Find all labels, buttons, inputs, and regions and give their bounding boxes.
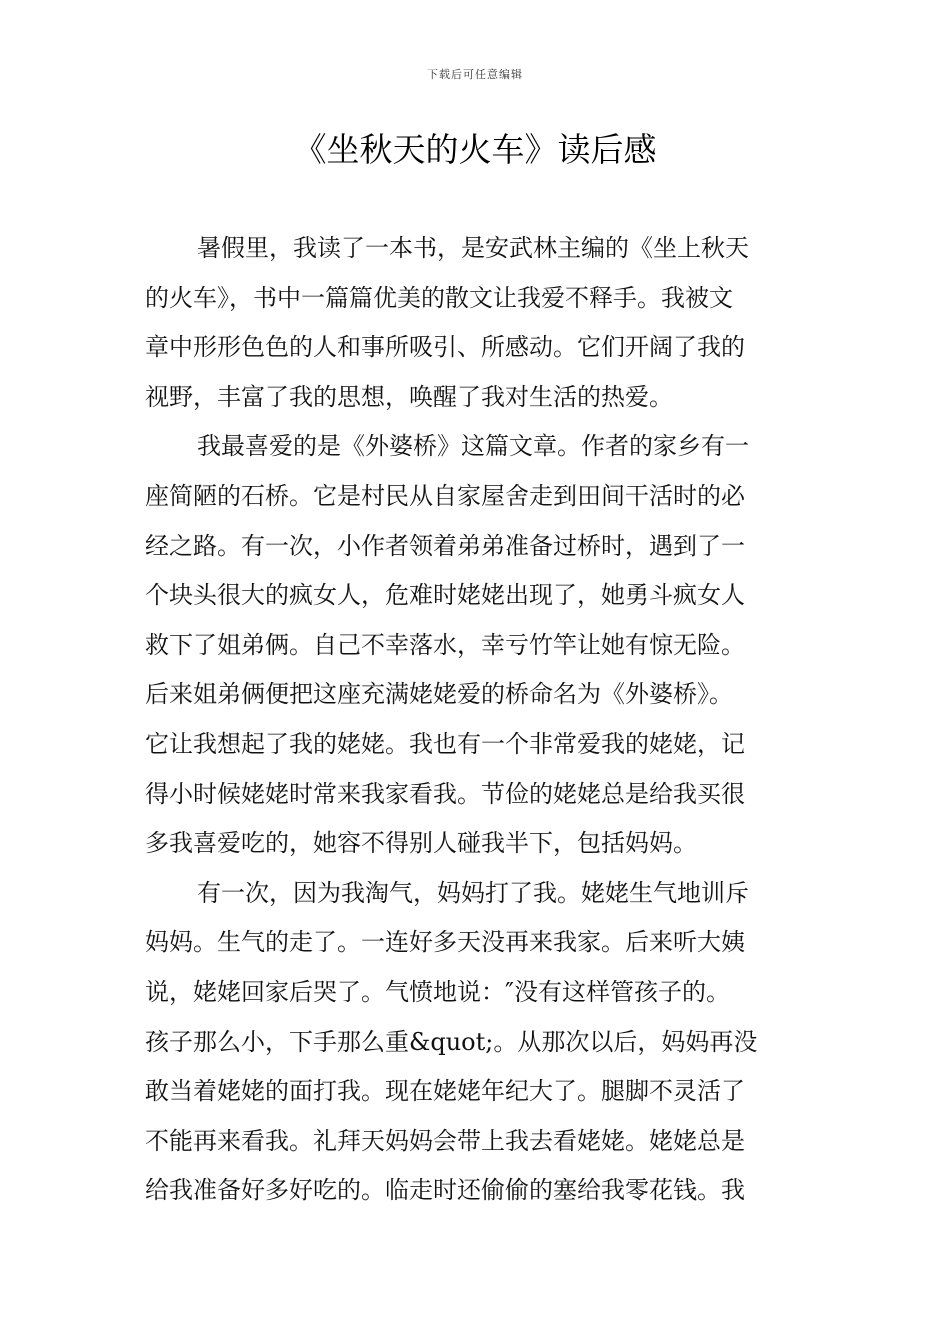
- paragraph-line: 我最喜爱的是《外婆桥》这篇文章。作者的家乡有一: [197, 432, 749, 461]
- document-title: 《坐秋天的火车》读后感: [293, 130, 657, 169]
- paragraph-line: 得小时候姥姥时常来我家看我。节俭的姥姥总是给我买很: [145, 779, 745, 808]
- paragraph-line: 它让我想起了我的姥姥。我也有一个非常爱我的姥姥，记: [145, 729, 745, 758]
- header-note: 下载后可任意编辑: [427, 68, 523, 81]
- paragraph-line: 敢当着姥姥的面打我。现在姥姥年纪大了。腿脚不灵活了: [145, 1077, 745, 1106]
- paragraph-line: 座简陋的石桥。它是村民从自家屋舍走到田间干活时的必: [145, 481, 745, 510]
- paragraph-line: 的火车》，书中一篇篇优美的散文让我爱不释手。我被文: [145, 283, 733, 312]
- paragraph-line: 有一次，因为我淘气，妈妈打了我。姥姥生气地训斥: [197, 878, 749, 907]
- paragraph-line: 后来姐弟俩便把这座充满姥姥爱的桥命名为《外婆桥》。: [145, 680, 733, 709]
- paragraph-line: 多我喜爱吃的，她容不得别人碰我半下，包括妈妈。: [145, 829, 697, 858]
- paragraph-line: 个块头很大的疯女人，危难时姥姥出现了，她勇斗疯女人: [145, 581, 745, 610]
- paragraph-line: 说，姥姥回家后哭了。气愤地说：″没有这样管孩子的。: [145, 977, 730, 1006]
- paragraph-line: 救下了姐弟俩。自己不幸落水，幸亏竹竿让她有惊无险。: [145, 630, 745, 659]
- paragraph-line: 暑假里，我读了一本书，是安武林主编的《坐上秋天: [197, 234, 749, 262]
- paragraph-line: 不能再来看我。礼拜天妈妈会带上我去看姥姥。姥姥总是: [145, 1126, 745, 1155]
- document-body: [145, 224, 810, 1216]
- paragraph-line: 妈妈。生气的走了。一连好多天没再来我家。后来听大姨: [145, 928, 745, 957]
- paragraph-line: 视野，丰富了我的思想，唤醒了我对生活的热爱。: [145, 382, 673, 411]
- paragraph-line: 章中形形色色的人和事所吸引、所感动。它们开阔了我的: [145, 333, 745, 362]
- paragraph-line: 经之路。有一次，小作者领着弟弟准备过桥时，遇到了一: [145, 531, 745, 560]
- paragraph-line: 孩子那么小，下手那么重&quot;。从那次以后，妈妈再没: [145, 1027, 758, 1056]
- paragraph-line: 给我准备好多好吃的。临走时还偷偷的塞给我零花钱。我: [145, 1176, 745, 1205]
